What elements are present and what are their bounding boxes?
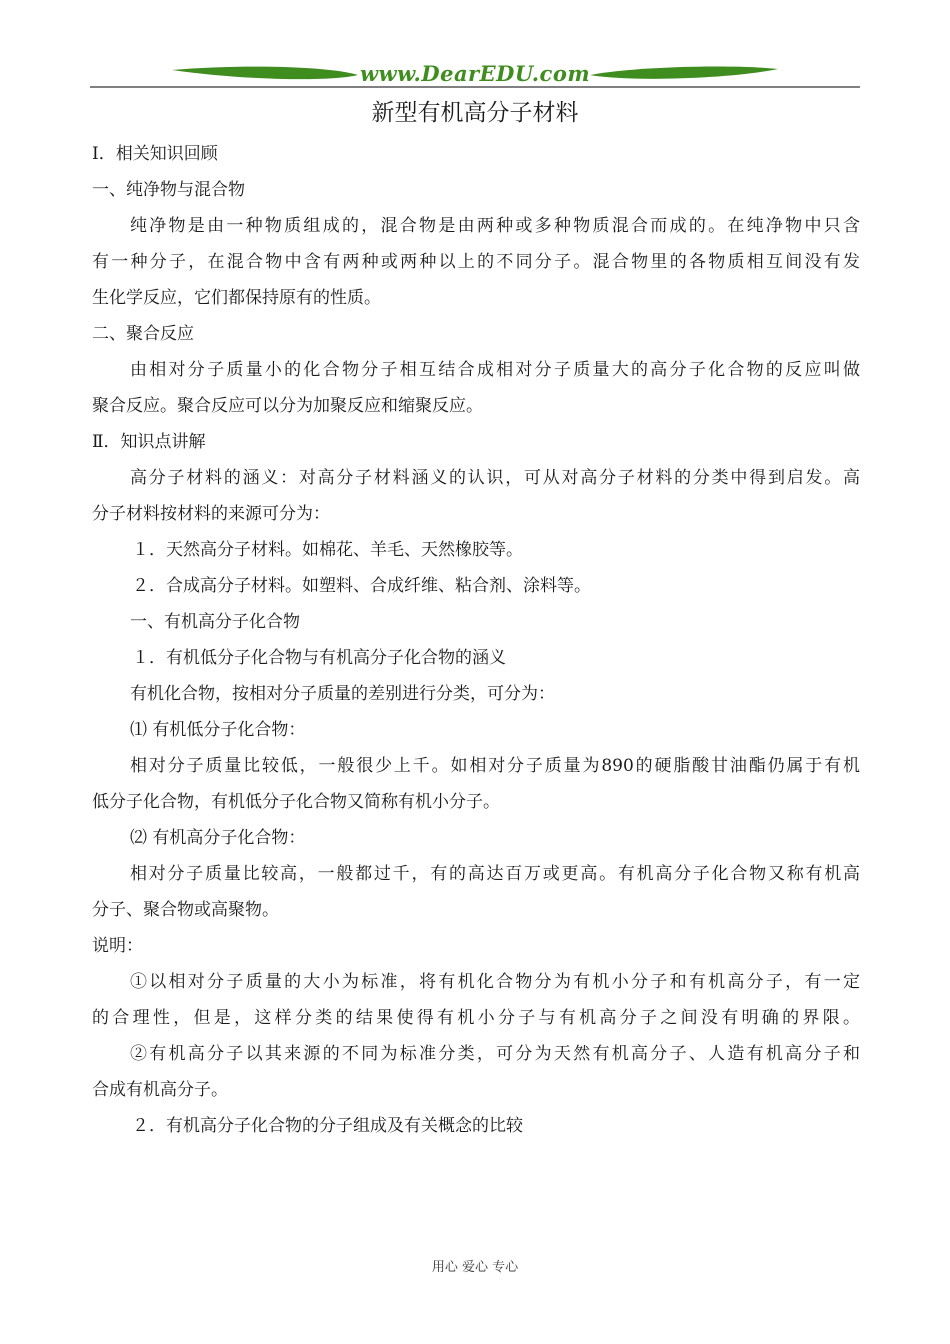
paragraph-line: ２．有机高分子化合物的分子组成及有关概念的比较 bbox=[132, 1116, 523, 1136]
page-footer: 用心 爱心 专心 bbox=[431, 1260, 519, 1275]
paragraph-line: 由相对分子质量小的化合物分子相互结合成相对分子质量大的高分子化合物的反应叫做 bbox=[130, 360, 860, 380]
paragraph-line: 二、聚合反应 bbox=[92, 324, 194, 344]
paragraph-line: ２．合成高分子材料。如塑料、合成纤维、粘合剂、涂料等。 bbox=[132, 576, 591, 596]
paragraph-line: 聚合反应。聚合反应可以分为加聚反应和缩聚反应。 bbox=[92, 396, 483, 416]
paragraph-line: 生化学反应，它们都保持原有的性质。 bbox=[92, 288, 381, 308]
document-body bbox=[92, 136, 860, 1144]
paragraph-line: １．有机低分子化合物与有机高分子化合物的涵义 bbox=[132, 648, 506, 668]
site-logo-text: www.DearEDU.com bbox=[359, 61, 591, 86]
paragraph-line: 的合理性，但是，这样分类的结果使得有机小分子与有机高分子之间没有明确的界限。 bbox=[92, 1008, 860, 1028]
paragraph-line: 有一种分子，在混合物中含有两种或两种以上的不同分子。混合物里的各物质相互间没有发 bbox=[92, 252, 860, 272]
paragraph-line: 低分子化合物，有机低分子化合物又简称有机小分子。 bbox=[92, 792, 500, 812]
paragraph-line: ⑴ 有机低分子化合物： bbox=[130, 720, 306, 740]
paragraph-line: ②有机高分子以其来源的不同为标准分类，可分为天然有机高分子、人造有机高分子和 bbox=[130, 1044, 860, 1064]
paragraph-line: 相对分子质量比较低，一般很少上千。如相对分子质量为890的硬脂酸甘油酯仍属于有机 bbox=[130, 756, 860, 776]
paragraph-line: 高分子材料的涵义：对高分子材料涵义的认识，可从对高分子材料的分类中得到启发。高 bbox=[130, 468, 860, 488]
paragraph-line: 说明： bbox=[92, 936, 143, 956]
paragraph-line: Ⅱ．知识点讲解 bbox=[92, 432, 206, 452]
paragraph-line: 纯净物是由一种物质组成的，混合物是由两种或多种物质混合而成的。在纯净物中只含 bbox=[130, 216, 860, 236]
page-title: 新型有机高分子材料 bbox=[371, 100, 579, 126]
paragraph-line: １．天然高分子材料。如棉花、羊毛、天然橡胶等。 bbox=[132, 540, 523, 560]
paragraph-line: Ⅰ．相关知识回顾 bbox=[92, 144, 218, 164]
paragraph-line: 相对分子质量比较高，一般都过千，有的高达百万或更高。有机高分子化合物又称有机高 bbox=[130, 864, 860, 884]
paragraph-line: 分子材料按材料的来源可分为： bbox=[92, 504, 330, 524]
paragraph-line: ①以相对分子质量的大小为标准，将有机化合物分为有机小分子和有机高分子，有一定 bbox=[130, 972, 860, 992]
paragraph-line: ⑵ 有机高分子化合物： bbox=[130, 828, 306, 848]
page-header bbox=[90, 58, 860, 92]
paragraph-line: 一、纯净物与混合物 bbox=[92, 180, 245, 200]
paragraph-line: 合成有机高分子。 bbox=[92, 1080, 228, 1100]
paragraph-line: 一、有机高分子化合物 bbox=[130, 612, 300, 632]
paragraph-line: 有机化合物，按相对分子质量的差别进行分类，可分为： bbox=[130, 684, 555, 704]
paragraph-line: 分子、聚合物或高聚物。 bbox=[92, 900, 279, 920]
